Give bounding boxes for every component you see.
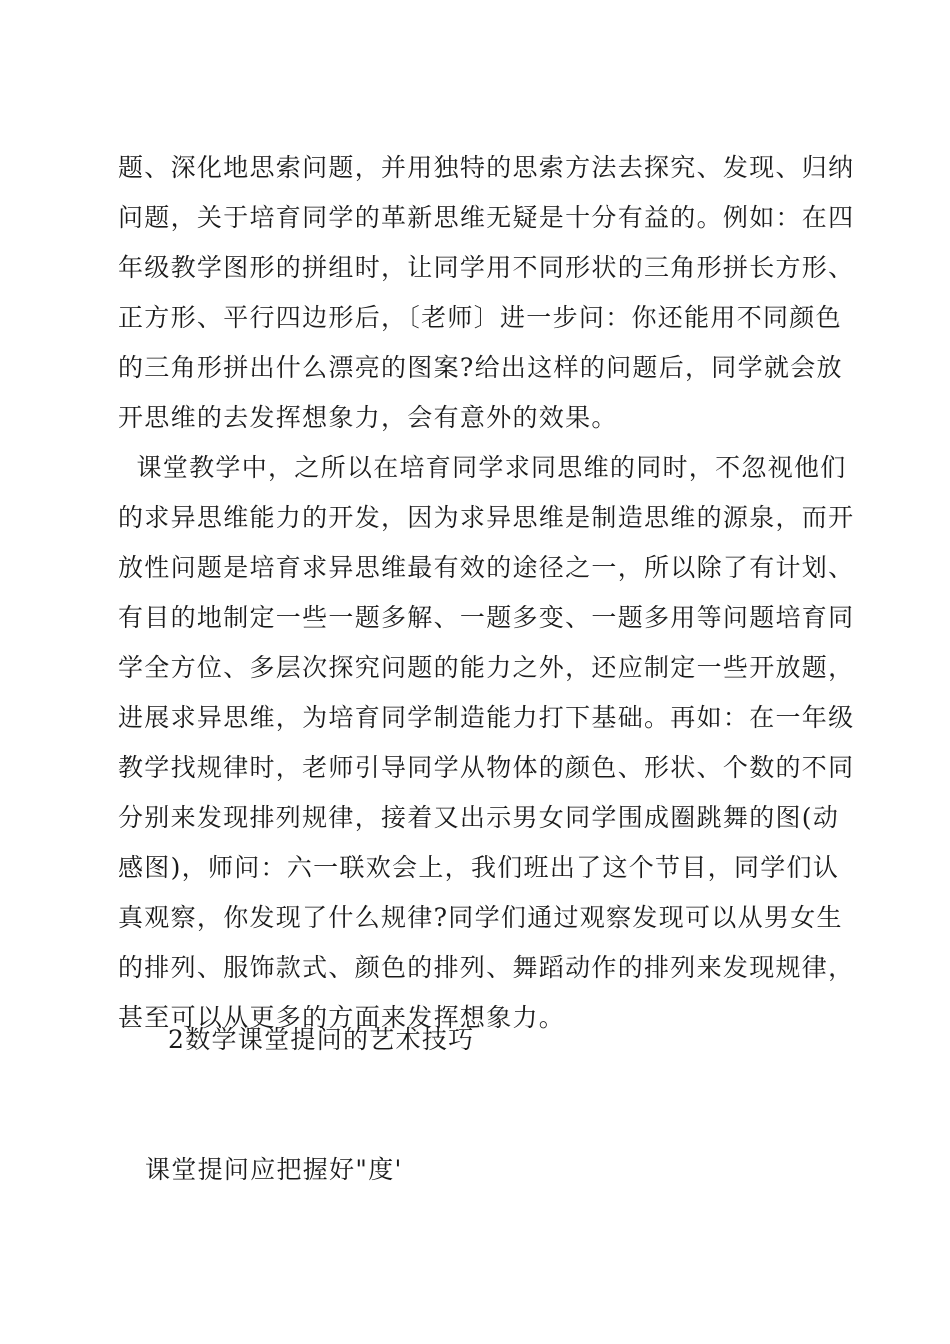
paragraph-line: 题、深化地思索问题，并用独特的思索方法去探究、发现、归纳 <box>118 153 855 182</box>
paragraph-line: 感图)，师问：六一联欢会上，我们班出了这个节目，同学们认 <box>118 853 840 882</box>
paragraph-line: 真观察，你发现了什么规律?同学们通过观察发现可以从男女生 <box>118 903 843 932</box>
paragraph-line: 放性问题是培育求异思维最有效的途径之一，所以除了有计划、 <box>118 553 855 582</box>
paragraph-line: 问题，关于培育同学的革新思维无疑是十分有益的。例如：在四 <box>118 203 855 232</box>
paragraph-line: 年级教学图形的拼组时，让同学用不同形状的三角形拼长方形、 <box>118 253 855 282</box>
paragraph-2 <box>118 443 855 1043</box>
paragraph-line: 的排列、服饰款式、颜色的排列、舞蹈动作的排列来发现规律， <box>118 953 855 982</box>
paragraph-line: 的三角形拼出什么漂亮的图案?给出这样的问题后，同学就会放 <box>118 353 843 382</box>
paragraph-line: 甚至可以从更多的方面来发挥想象力。 <box>118 1003 566 1032</box>
paragraph-line: 正方形、平行四边形后，〔老师〕进一步问：你还能用不同颜色 <box>118 303 842 332</box>
subsection-heading: 课堂提问应把握好"度' <box>145 1155 403 1184</box>
paragraph-line: 学全方位、多层次探究问题的能力之外，还应制定一些开放题， <box>118 653 855 682</box>
paragraph-line: 分别来发现排列规律，接着又出示男女同学围成圈跳舞的图(动 <box>118 803 840 832</box>
paragraph-line: 的求异思维能力的开发，因为求异思维是制造思维的源泉，而开 <box>118 503 855 532</box>
paragraph-1 <box>118 143 855 443</box>
paragraph-line: 开思维的去发挥想象力，会有意外的效果。 <box>118 403 618 432</box>
paragraph-line: 教学找规律时，老师引导同学从物体的颜色、形状、个数的不同 <box>118 753 855 782</box>
paragraph-line: 有目的地制定一些一题多解、一题多变、一题多用等问题培育同 <box>118 603 855 632</box>
paragraph-line: 进展求异思维，为培育同学制造能力打下基础。再如：在一年级 <box>118 703 855 732</box>
paragraph-line: 课堂教学中，之所以在培育同学求同思维的同时，不忽视他们 <box>118 453 847 482</box>
section-heading: 2数学课堂提问的艺术技巧 <box>168 1025 475 1054</box>
